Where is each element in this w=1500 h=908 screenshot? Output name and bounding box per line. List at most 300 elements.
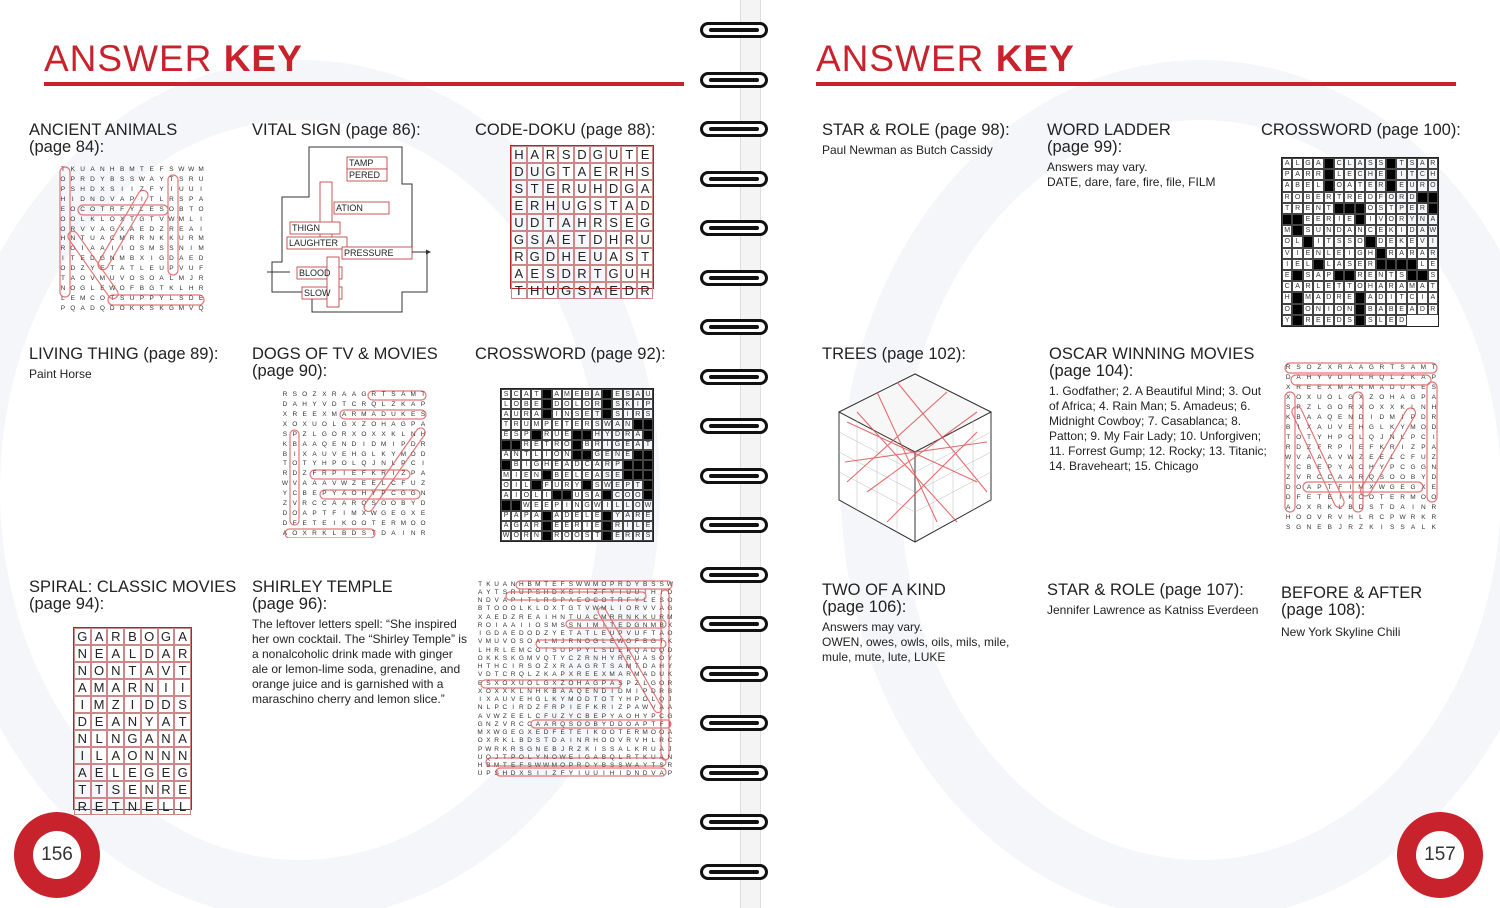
grid-letter: H: [519, 580, 524, 588]
grid-letter: Q: [99, 304, 105, 312]
grid-letter: M: [551, 638, 558, 646]
section-living-thing: [29, 346, 244, 382]
grid-letter: R: [381, 470, 386, 478]
grid-letter: K: [381, 450, 386, 458]
grid-letter: X: [119, 225, 125, 233]
grid-letter: D: [1389, 503, 1395, 511]
grid-letter: T: [544, 737, 549, 745]
grid-letter: E: [576, 597, 582, 605]
grid-cell: I: [1428, 236, 1438, 247]
grid-letter: A: [1400, 393, 1405, 401]
grid-letter: R: [1327, 443, 1333, 451]
grid-letter: G: [1327, 403, 1333, 411]
grid-letter: A: [411, 401, 416, 409]
grid-cell: O: [562, 531, 572, 541]
grid-letter: Z: [618, 704, 623, 712]
grid-cell: T: [592, 409, 602, 419]
grid-letter: Z: [391, 401, 396, 409]
binding-ring: [700, 517, 768, 533]
grid-letter: O: [560, 762, 566, 770]
grid-letter: Y: [1317, 373, 1322, 381]
grid-cell: T: [643, 440, 653, 450]
grid-letter: E: [494, 613, 499, 621]
grid-cell: Y: [1282, 315, 1292, 326]
grid-letter: E: [585, 671, 590, 679]
grid-cell: N: [1376, 270, 1386, 281]
grid-cell: T: [174, 713, 191, 730]
grid-cell: T: [1428, 281, 1438, 292]
grid-letter: M: [477, 729, 483, 737]
grid-letter: O: [1368, 403, 1374, 411]
grid-letter: R: [519, 613, 524, 621]
grid-letter: I: [362, 440, 365, 448]
grid-cell: P: [521, 430, 531, 440]
grid-letter: P: [568, 762, 574, 770]
grid-cell: A: [1417, 281, 1427, 292]
grid-letter: J: [668, 696, 672, 704]
grid-letter: E: [149, 265, 154, 273]
grid-cell: T: [527, 180, 543, 197]
grid-letter: D: [149, 225, 155, 233]
grid-cell: B: [1365, 304, 1375, 315]
grid-letter: L: [80, 215, 85, 223]
grid-letter: A: [535, 638, 541, 646]
grid-cell: R: [633, 511, 643, 521]
grid-cell: [542, 531, 552, 541]
grid-cell: E: [1344, 214, 1354, 225]
grid-letter: X: [601, 671, 607, 679]
grid-letter: S: [568, 621, 574, 629]
grid-cell: [542, 399, 552, 409]
grid-cell: E: [543, 180, 559, 197]
grid-letter: T: [1390, 363, 1395, 371]
binding-ring: [700, 220, 768, 236]
crossword-100-grid: [1281, 157, 1439, 327]
grid-cell: [1355, 214, 1365, 225]
grid-cell: H: [606, 231, 622, 248]
grid-cell: S: [107, 781, 124, 798]
grid-cell: P: [521, 511, 531, 521]
left-page: [0, 0, 741, 908]
grid-letter: A: [1306, 413, 1312, 421]
grid-letter: K: [510, 687, 516, 695]
maze-word: THIGN: [292, 223, 320, 233]
binding-ring: [700, 72, 768, 88]
grid-cell: R: [1303, 169, 1313, 180]
grid-letter: K: [139, 304, 145, 312]
grid-cell: [643, 480, 653, 490]
grid-cell: L: [582, 511, 592, 521]
grid-cell: [633, 450, 643, 460]
grid-letter: O: [659, 679, 665, 687]
grid-cell: T: [633, 480, 643, 490]
grid-letter: K: [1348, 493, 1353, 501]
grid-letter: D: [1431, 473, 1437, 481]
grid-letter: P: [322, 490, 327, 498]
grid-letter: F: [332, 509, 337, 517]
grid-cell: H: [527, 282, 543, 299]
grid-letter: P: [149, 294, 154, 302]
grid-cell: N: [1313, 203, 1323, 214]
grid-cell: A: [1417, 248, 1427, 259]
grid-letter: S: [361, 529, 367, 537]
grid-cell: G: [558, 282, 574, 299]
grid-cell: R: [174, 645, 191, 662]
grid-letter: A: [659, 704, 664, 712]
grid-cell: E: [623, 440, 633, 450]
grid-letter: R: [1389, 443, 1395, 451]
grid-cell: A: [1396, 281, 1406, 292]
grid-letter: L: [169, 294, 174, 302]
grid-letter: P: [332, 460, 337, 468]
grid-cell: E: [1407, 236, 1417, 247]
grid-letter: A: [1358, 363, 1364, 371]
grid-letter: O: [129, 245, 135, 253]
grid-letter: N: [1421, 503, 1426, 511]
grid-cell: A: [1428, 292, 1438, 303]
section-answer: Paint Horse: [29, 367, 92, 381]
grid-cell: D: [1407, 192, 1417, 203]
grid-cell: T: [592, 531, 602, 541]
grid-letter: I: [545, 613, 548, 621]
grid-letter: O: [527, 630, 533, 638]
grid-letter: N: [70, 235, 76, 243]
grid-letter: H: [601, 654, 607, 662]
grid-letter: R: [609, 613, 615, 621]
grid-cell: [602, 511, 612, 521]
grid-letter: R: [1337, 363, 1343, 371]
grid-cell: G: [141, 764, 158, 781]
grid-letter: M: [601, 613, 607, 621]
grid-letter: O: [361, 430, 367, 438]
grid-cell: G: [606, 265, 622, 282]
grid-letter: B: [593, 720, 598, 728]
grid-cell: [1344, 203, 1354, 214]
grid-letter: F: [601, 588, 606, 596]
grid-cell: V: [1282, 248, 1292, 259]
grid-letter: U: [109, 274, 115, 282]
grid-cell: [602, 399, 612, 409]
binding-ring: [700, 567, 768, 583]
grid-letter: A: [1338, 473, 1343, 481]
grid-cell: N: [107, 662, 124, 679]
grid-cell: R: [637, 282, 653, 299]
section-title: CODE-DOKU (page 88):: [475, 121, 656, 139]
grid-letter: V: [80, 225, 85, 233]
grid-letter: A: [1327, 453, 1332, 461]
grid-letter: K: [527, 605, 532, 613]
grid-cell: [1324, 169, 1334, 180]
grid-letter: C: [1317, 473, 1322, 481]
grid-letter: R: [519, 704, 524, 712]
section-oscar: [1049, 346, 1269, 474]
grid-cell: Y: [1407, 214, 1417, 225]
grid-cell: E: [1355, 192, 1365, 203]
grid-letter: Y: [609, 712, 615, 720]
section-answer: OWEN, owes, owls, oils, mils, mile, mule, mute, lute, LUKE: [822, 635, 1010, 664]
grid-cell: A: [590, 282, 606, 299]
grid-letter: Q: [609, 753, 615, 761]
grid-letter: B: [585, 712, 590, 720]
grid-letter: M: [410, 391, 416, 399]
section-answer: DATE, dare, fare, fire, file, FILM: [1047, 175, 1216, 189]
grid-letter: N: [486, 720, 491, 728]
grid-letter: N: [477, 704, 483, 712]
grid-letter: O: [535, 621, 541, 629]
grid-cell: R: [1417, 203, 1427, 214]
grid-cell: G: [1303, 158, 1313, 169]
grid-letter: P: [292, 430, 297, 438]
grid-letter: W: [1378, 483, 1385, 491]
grid-cell: S: [623, 389, 633, 399]
grid-letter: L: [593, 646, 598, 654]
wordsearch-answer-loops: [280, 390, 428, 538]
grid-letter: L: [61, 294, 65, 302]
grid-letter: N: [576, 638, 582, 646]
grid-letter: R: [510, 720, 516, 728]
grid-cell: A: [158, 713, 175, 730]
grid-cell: R: [582, 419, 592, 429]
grid-letter: A: [477, 712, 483, 720]
section-word-ladder: [1047, 122, 1262, 190]
grid-letter: L: [332, 421, 337, 428]
grid-letter: G: [650, 679, 656, 687]
grid-cell: R: [542, 430, 552, 440]
grid-letter: I: [611, 704, 614, 712]
grid-letter: L: [1338, 503, 1342, 511]
grid-cell: [602, 389, 612, 399]
grid-cell: E: [582, 470, 592, 480]
grid-cell: O: [1355, 281, 1365, 292]
grid-letter: H: [1285, 513, 1291, 521]
grid-cell: L: [531, 450, 541, 460]
grid-cell: T: [74, 781, 91, 798]
grid-cell: [633, 460, 643, 470]
grid-cell: I: [562, 500, 572, 510]
grid-letter: N: [626, 613, 631, 621]
grid-letter: Y: [593, 762, 598, 770]
grid-cell: R: [1282, 192, 1292, 203]
grid-letter: C: [667, 737, 673, 745]
grid-cell: N: [1417, 214, 1427, 225]
page-number-badge: [14, 812, 100, 898]
grid-letter: I: [668, 720, 671, 728]
grid-letter: R: [1358, 383, 1364, 391]
grid-letter: A: [100, 225, 105, 233]
grid-cell: N: [1313, 248, 1323, 259]
grid-letter: I: [81, 245, 84, 253]
section-title: SHIRLEY TEMPLE: [252, 578, 393, 596]
grid-letter: V: [119, 274, 125, 282]
title-rule: [816, 82, 1456, 86]
grid-letter: O: [371, 421, 377, 428]
grid-letter: R: [593, 663, 598, 671]
grid-cell: E: [521, 470, 531, 480]
grid-letter: Z: [1369, 393, 1374, 401]
grid-letter: N: [1431, 463, 1437, 471]
grid-cell: [602, 521, 612, 531]
grid-letter: C: [1296, 463, 1301, 471]
grid-letter: R: [1379, 363, 1385, 371]
grid-cell: P: [542, 419, 552, 429]
grid-letter: J: [668, 745, 672, 753]
grid-cell: L: [1313, 180, 1323, 191]
grid-letter: N: [178, 245, 184, 253]
grid-letter: U: [519, 588, 524, 596]
grid-cell: I: [602, 500, 612, 510]
section-title: TREES (page 102):: [822, 345, 966, 363]
grid-letter: U: [502, 696, 508, 704]
grid-letter: O: [477, 737, 483, 745]
grid-cell: D: [1376, 292, 1386, 303]
grid-letter: R: [341, 430, 347, 438]
section-title: CROSSWORD (page 100):: [1261, 121, 1461, 139]
grid-letter: D: [601, 687, 607, 695]
section-code-doku: [475, 122, 690, 139]
grid-cell: U: [521, 419, 531, 429]
grid-cell: A: [1344, 180, 1354, 191]
grid-letter: A: [560, 687, 565, 695]
grid-letter: T: [659, 638, 664, 646]
grid-letter: X: [282, 411, 288, 419]
grid-cell: O: [501, 480, 511, 490]
grid-letter: P: [411, 421, 416, 428]
grid-cell: A: [141, 730, 158, 747]
grid-letter: B: [1306, 463, 1312, 471]
grid-cell: S: [592, 480, 602, 490]
grid-letter: D: [618, 687, 623, 695]
grid-letter: T: [381, 391, 386, 399]
grid-cell: E: [1376, 225, 1386, 236]
grid-letter: Y: [1400, 423, 1405, 431]
grid-letter: E: [361, 480, 367, 488]
grid-letter: O: [584, 720, 590, 728]
grid-letter: H: [381, 421, 386, 428]
grid-letter: P: [1410, 433, 1416, 441]
binding-ring: [700, 418, 768, 434]
grid-letter: E: [618, 646, 623, 654]
grid-letter: M: [485, 638, 492, 646]
section-title: SPIRAL: CLASSIC MOVIES: [29, 578, 237, 596]
grid-letter: D: [1285, 483, 1291, 491]
grid-letter: O: [321, 421, 327, 428]
grid-cell: O: [1355, 236, 1365, 247]
grid-cell: P: [612, 460, 622, 470]
grid-letter: O: [89, 205, 96, 213]
grid-letter: A: [100, 245, 105, 253]
grid-letter: K: [502, 745, 508, 753]
grid-letter: M: [535, 580, 541, 588]
grid-letter: K: [552, 696, 557, 704]
grid-letter: I: [1370, 413, 1373, 421]
grid-letter: Z: [302, 470, 307, 478]
grid-cell: T: [1344, 281, 1354, 292]
grid-letter: E: [1327, 493, 1332, 501]
grid-cell: L: [572, 470, 582, 480]
grid-cell: A: [1313, 158, 1323, 169]
grid-letter: G: [1368, 423, 1374, 431]
grid-letter: D: [282, 401, 288, 409]
grid-letter: X: [282, 421, 288, 428]
grid-letter: A: [1431, 393, 1436, 401]
grid-letter: Y: [159, 294, 164, 302]
grid-letter: N: [410, 529, 416, 537]
grid-letter: A: [420, 470, 426, 478]
grid-letter: L: [478, 646, 482, 654]
section-note: Answers may vary.: [1047, 160, 1148, 174]
grid-letter: U: [198, 176, 204, 184]
grid-cell: R: [592, 399, 602, 409]
grid-letter: K: [341, 519, 347, 527]
grid-letter: P: [560, 671, 565, 679]
grid-letter: R: [659, 613, 664, 621]
grid-letter: Y: [585, 646, 590, 654]
grid-letter: I: [1401, 413, 1404, 421]
grid-letter: R: [282, 391, 288, 399]
grid-cell: N: [612, 450, 622, 460]
grid-letter: T: [282, 460, 287, 468]
binding-ring: [700, 121, 768, 137]
grid-letter: L: [1317, 403, 1322, 411]
grid-cell: F: [542, 480, 552, 490]
grid-letter: D: [109, 304, 115, 312]
grid-letter: V: [179, 265, 184, 273]
grid-letter: Y: [1286, 463, 1291, 471]
grid-letter: O: [650, 729, 656, 737]
binding-ring: [700, 171, 768, 187]
grid-cell: U: [606, 146, 622, 163]
grid-cell: R: [511, 248, 527, 265]
grid-letter: O: [659, 729, 665, 737]
grid-letter: R: [198, 274, 204, 282]
grid-letter: T: [601, 663, 606, 671]
grid-cell: [1282, 214, 1292, 225]
grid-letter: M: [119, 235, 125, 243]
grid-letter: L: [1338, 393, 1342, 401]
grid-cell: Y: [612, 511, 622, 521]
grid-letter: Y: [411, 499, 416, 507]
vital-sign-maze: [262, 142, 432, 320]
grid-letter: O: [1420, 493, 1426, 501]
grid-letter: Y: [609, 654, 615, 662]
grid-cell: [1396, 259, 1406, 270]
section-title: TWO OF A KIND: [822, 581, 946, 599]
grid-letter: E: [1369, 453, 1374, 461]
grid-letter: D: [420, 450, 426, 458]
grid-letter: R: [60, 245, 66, 253]
grid-letter: Z: [352, 480, 356, 488]
grid-letter: S: [1431, 383, 1436, 391]
grid-letter: S: [420, 411, 426, 419]
grid-letter: T: [1327, 483, 1332, 491]
grid-letter: U: [659, 671, 664, 679]
grid-letter: V: [90, 274, 95, 282]
grid-letter: K: [401, 401, 406, 409]
grid-cell: H: [621, 163, 637, 180]
grid-cell: T: [1396, 292, 1406, 303]
binding-ring: [700, 864, 768, 880]
grid-letter: K: [129, 304, 135, 312]
grid-letter: A: [543, 720, 549, 728]
grid-cell: R: [1417, 180, 1427, 191]
grid-cell: [1355, 304, 1365, 315]
grid-letter: M: [149, 245, 155, 253]
grid-letter: Q: [659, 646, 665, 654]
grid-letter: L: [140, 205, 144, 213]
grid-cell: R: [558, 180, 574, 197]
grid-cell: [633, 470, 643, 480]
grid-letter: K: [543, 687, 549, 695]
